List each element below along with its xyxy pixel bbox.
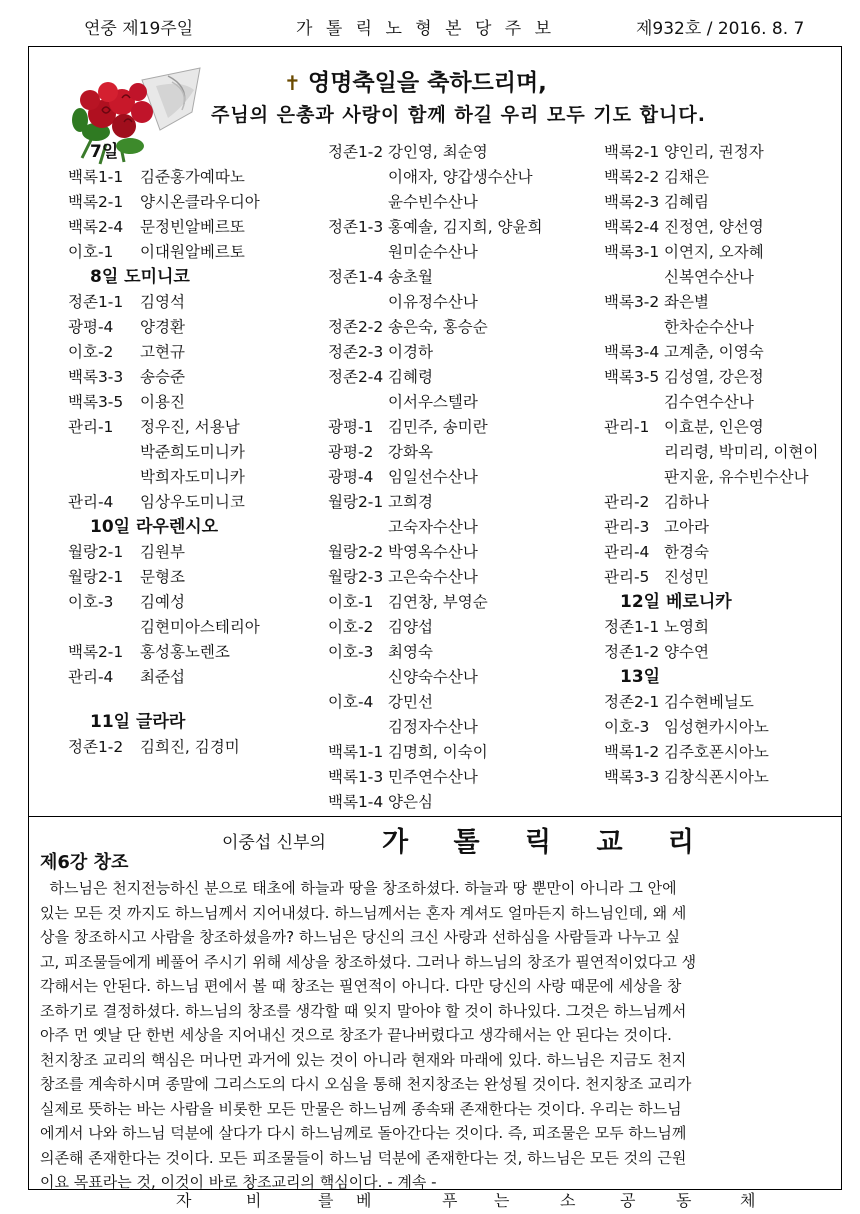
member-names: 양은심 xyxy=(388,793,433,811)
footer-char: 는 xyxy=(494,1191,510,1210)
member-names: 고숙자수산나 xyxy=(388,518,478,536)
member-names: 김연창, 부영순 xyxy=(388,593,488,611)
feast-entry xyxy=(68,365,260,390)
lecture-line: 이요 목표라는 것, 이것이 바로 창조교리의 핵심이다. - 계속 - xyxy=(40,1173,437,1191)
member-names: 정우진, 서용남 xyxy=(140,418,240,436)
feast-entry xyxy=(68,565,260,590)
member-names: 문형조 xyxy=(140,568,185,586)
district-code: 정존2-2 xyxy=(328,318,384,336)
district-code: 광평-4 xyxy=(68,318,114,336)
feast-entry xyxy=(604,565,818,590)
lecture-author: 이중섭 신부의 xyxy=(222,833,326,853)
district-code: 정존2-4 xyxy=(328,368,384,386)
lecture-line: 하느님은 천지전능하신 분으로 태초에 하늘과 땅을 창조하셨다. 하늘과 땅 뿐만이 아니라 그 안에 xyxy=(40,879,677,897)
lecture-line: 의존해 존재한다는 것이다. 모든 피조물들이 하느님 덕분에 존재한다는 것, 하느님은 모든 것의 근원 xyxy=(40,1148,687,1167)
district-code: 백록1-1 xyxy=(68,168,124,186)
district-code: 월랑2-1 xyxy=(68,568,124,586)
district-code: 백록3-2 xyxy=(604,293,660,311)
lecture-line: 에게서 나와 하느님 덕분에 살다가 다시 하느님께로 돌아간다는 것이다. 즉, 피조물은 모두 하느님께 xyxy=(40,1124,687,1142)
feast-entry xyxy=(604,315,818,340)
member-names: 김창식폰시아노 xyxy=(664,768,769,786)
feast-entry xyxy=(68,390,260,415)
lecture-line: 천지창조 교리의 핵심은 머나먼 과거에 있는 것이 아니라 현재와 마래에 있다. 하느님은 지금도 천지 xyxy=(40,1050,687,1069)
footer-char: 동 xyxy=(676,1191,692,1210)
member-names: 고계춘, 이영숙 xyxy=(664,343,764,361)
district-code: 백록3-5 xyxy=(604,368,660,386)
member-names: 김성열, 강은정 xyxy=(664,368,764,386)
feast-entry xyxy=(68,640,260,665)
feast-entry xyxy=(328,340,542,365)
lecture-line: 각해서는 안된다. 하느님 편에서 볼 때 창조는 필연적이 아니다. 다만 당신의 사랑 때문에 세상을 창 xyxy=(40,977,682,995)
lecture-line: 실제로 뜻하는 바는 사람을 비롯한 모든 만물은 하느님께 종속돼 존재한다는 것이다. 우리는 하느님 xyxy=(40,1099,682,1118)
footer-motto xyxy=(0,1188,860,1210)
member-names: 원미순수산나 xyxy=(388,243,478,261)
member-names: 양경환 xyxy=(140,318,185,336)
member-names: 고은숙수산나 xyxy=(388,568,478,586)
feast-entry xyxy=(604,615,818,640)
feast-entry xyxy=(328,140,542,165)
footer-char: 공 xyxy=(620,1191,636,1210)
member-names: 김영석 xyxy=(140,293,185,311)
member-names: 한차순수산나 xyxy=(664,318,754,336)
feast-entry xyxy=(604,165,818,190)
district-code: 정존1-4 xyxy=(328,268,384,286)
district-code: 정존2-1 xyxy=(604,693,660,711)
member-names: 진정연, 양선영 xyxy=(664,218,764,236)
feast-entry xyxy=(68,340,260,365)
district-code: 정존1-2 xyxy=(68,738,124,756)
district-code: 관리-3 xyxy=(604,518,650,536)
member-names: 양인리, 권정자 xyxy=(664,143,764,161)
member-names: 문정빈알베르또 xyxy=(140,218,245,236)
member-names: 김수연수산나 xyxy=(664,393,754,411)
member-names: 김희진, 김경미 xyxy=(140,738,240,756)
district-code: 관리-4 xyxy=(604,543,650,561)
member-names: 임일선수산나 xyxy=(388,468,478,486)
district-code: 월랑2-3 xyxy=(328,568,384,586)
feast-entry xyxy=(68,540,260,565)
member-names: 진성민 xyxy=(664,568,709,586)
member-names: 이대원알베르토 xyxy=(140,243,245,261)
feast-entry xyxy=(604,340,818,365)
feast-entry xyxy=(604,465,818,490)
member-names: 윤수빈수산나 xyxy=(388,193,478,211)
lecture-line: 있는 모든 것 까지도 하느님께서 지어내셨다. 하느님께서는 혼자 계셔도 얼마든지 하느님인데, 왜 세 xyxy=(40,903,687,922)
member-names: 판지윤, 유수빈수산나 xyxy=(664,468,809,486)
member-names: 이경하 xyxy=(388,343,433,361)
lecture-line: 아주 먼 옛날 단 한번 세상을 지어내신 것으로 창조가 끝나버렸다고 생각해서는 안 된다는 것이다. xyxy=(40,1026,672,1044)
member-names: 김혜령 xyxy=(388,368,433,386)
member-names: 양시온클라우디아 xyxy=(140,193,260,211)
section-divider xyxy=(28,816,842,817)
feast-entry xyxy=(604,290,818,315)
footer-char: 를 xyxy=(318,1191,334,1210)
district-code: 월랑2-1 xyxy=(328,493,384,511)
member-names: 이효분, 인은영 xyxy=(664,418,764,436)
feast-entry xyxy=(328,290,542,315)
feast-entry xyxy=(604,390,818,415)
district-code: 광평-2 xyxy=(328,443,374,461)
feast-entry xyxy=(68,190,260,215)
feast-entry xyxy=(604,415,818,440)
feast-entry xyxy=(68,440,260,465)
footer-char: 비 xyxy=(246,1191,262,1210)
footer-char: 소 xyxy=(560,1191,576,1210)
district-code: 백록1-3 xyxy=(328,768,384,786)
district-code: 정존1-3 xyxy=(328,218,384,236)
feast-entry xyxy=(328,715,542,740)
district-code: 백록1-1 xyxy=(328,743,384,761)
member-names: 강민선 xyxy=(388,693,433,711)
greeting-text-1: 영명축일을 축하드리며, xyxy=(308,70,547,96)
feast-entry xyxy=(604,690,818,715)
feast-entry xyxy=(328,490,542,515)
feast-entry xyxy=(68,735,260,760)
feast-entry xyxy=(68,290,260,315)
member-names: 이애자, 양갑생수산나 xyxy=(388,168,533,186)
member-names: 고아라 xyxy=(664,518,709,536)
lesson-title: 제6강 창조 xyxy=(40,852,129,873)
feast-entry xyxy=(68,615,260,640)
footer-char: 베 xyxy=(356,1191,372,1210)
member-names: 김채은 xyxy=(664,168,709,186)
district-code: 월랑2-2 xyxy=(328,543,384,561)
member-names: 김예성 xyxy=(140,593,185,611)
member-names: 김양섭 xyxy=(388,618,433,636)
feast-entry xyxy=(328,690,542,715)
district-code: 백록3-3 xyxy=(68,368,124,386)
member-names: 최준섭 xyxy=(140,668,185,686)
member-names: 신복연수산나 xyxy=(664,268,754,286)
feast-entry xyxy=(328,415,542,440)
member-names: 송초월 xyxy=(388,268,433,286)
member-names: 이유정수산나 xyxy=(388,293,478,311)
lecture-line: 고, 피조물들에게 베풀어 주시기 위해 세상을 창조하셨다. 그러나 하느님의 창조가 필연적이었다고 생 xyxy=(40,952,697,971)
feast-entry xyxy=(68,315,260,340)
member-names: 고희경 xyxy=(388,493,433,511)
member-names: 김명희, 이숙이 xyxy=(388,743,488,761)
feast-day-heading: 10일 라우렌시오 xyxy=(90,517,219,537)
feast-entry xyxy=(604,440,818,465)
district-code: 관리-2 xyxy=(604,493,650,511)
district-code: 이호-3 xyxy=(328,643,374,661)
feast-entry xyxy=(68,240,260,265)
feast-entry xyxy=(68,165,260,190)
district-code: 이호-2 xyxy=(68,343,114,361)
district-code: 정존1-2 xyxy=(604,643,660,661)
feast-entry xyxy=(604,140,818,165)
feast-entry xyxy=(328,640,542,665)
district-code: 이호-3 xyxy=(604,718,650,736)
feast-entry xyxy=(604,215,818,240)
district-code: 백록2-4 xyxy=(68,218,124,236)
district-code: 백록2-3 xyxy=(604,193,660,211)
district-code: 백록2-4 xyxy=(604,218,660,236)
district-code: 백록3-5 xyxy=(68,393,124,411)
district-code: 이호-4 xyxy=(328,693,374,711)
district-code: 정존2-3 xyxy=(328,343,384,361)
feast-entry xyxy=(328,215,542,240)
feast-entry xyxy=(604,240,818,265)
feast-entry xyxy=(328,790,542,815)
feast-entry xyxy=(328,565,542,590)
feast-day-heading: 13일 xyxy=(620,667,661,687)
member-names: 김민주, 송미란 xyxy=(388,418,488,436)
feast-entry xyxy=(328,540,542,565)
lecture-line: 상을 창조하시고 사람을 창조하셨을까? 하느님은 당신의 크신 사랑과 선하심을 사람들과 나누고 싶 xyxy=(40,928,681,946)
district-code: 관리-4 xyxy=(68,668,114,686)
feast-day-heading: 11일 글라라 xyxy=(90,712,186,732)
member-names: 민주연수산나 xyxy=(388,768,478,786)
district-code: 백록3-4 xyxy=(604,343,660,361)
greeting-line-1 xyxy=(284,64,547,97)
district-code: 관리-5 xyxy=(604,568,650,586)
lecture-header xyxy=(0,820,860,856)
feast-entry xyxy=(604,740,818,765)
bulletin-title: 가 톨 릭 노 형 본 당 주 보 xyxy=(296,19,556,39)
spacer xyxy=(68,690,260,710)
feast-column-3 xyxy=(604,140,818,790)
feast-entry xyxy=(328,590,542,615)
district-code: 백록2-1 xyxy=(68,643,124,661)
member-names: 박영옥수산나 xyxy=(388,543,478,561)
feast-entry xyxy=(328,365,542,390)
member-names: 김현미아스테리아 xyxy=(140,618,260,636)
feast-entry xyxy=(328,265,542,290)
feast-entry xyxy=(328,740,542,765)
member-names: 홍성홍노렌조 xyxy=(140,643,230,661)
member-names: 박희자도미니카 xyxy=(140,468,245,486)
feast-day-heading: 8일 도미니코 xyxy=(90,267,190,287)
lecture-title: 가 톨 릭 교 리 xyxy=(382,827,713,858)
feast-entry xyxy=(68,465,260,490)
footer-char: 자 xyxy=(176,1191,192,1210)
member-names: 강화옥 xyxy=(388,443,433,461)
district-code: 백록2-2 xyxy=(604,168,660,186)
district-code: 백록2-1 xyxy=(604,143,660,161)
district-code: 정존1-2 xyxy=(328,143,384,161)
feast-entry xyxy=(328,615,542,640)
lecture-line: 창조를 계속하시며 종말에 그리스도의 다시 오심을 통해 천지창조는 완성될 것이다. 천지창조 교리가 xyxy=(40,1075,692,1093)
district-code: 광평-1 xyxy=(328,418,374,436)
member-names: 김하나 xyxy=(664,493,709,511)
district-code: 관리-1 xyxy=(68,418,114,436)
member-names: 고현규 xyxy=(140,343,185,361)
district-code: 이호-2 xyxy=(328,618,374,636)
member-names: 노영희 xyxy=(664,618,709,636)
greeting-line-2: 주님의 은총과 사랑이 함께 하길 우리 모두 기도 합니다. xyxy=(211,104,706,126)
district-code: 월랑2-1 xyxy=(68,543,124,561)
feast-entry xyxy=(604,490,818,515)
district-code: 백록1-2 xyxy=(604,743,660,761)
member-names: 양수연 xyxy=(664,643,709,661)
feast-entry xyxy=(604,265,818,290)
feast-entry xyxy=(328,190,542,215)
feast-entry xyxy=(328,765,542,790)
member-names: 김준홍가예따노 xyxy=(140,168,245,186)
district-code: 정존1-1 xyxy=(68,293,124,311)
district-code: 백록3-3 xyxy=(604,768,660,786)
feast-entry xyxy=(328,315,542,340)
footer-char: 푸 xyxy=(442,1191,458,1210)
feast-entry xyxy=(604,365,818,390)
member-names: 송은숙, 홍승순 xyxy=(388,318,488,336)
district-code: 이호-1 xyxy=(68,243,114,261)
feast-entry xyxy=(604,540,818,565)
liturgical-week: 연중 제19주일 xyxy=(84,19,194,39)
lecture-body xyxy=(40,876,830,1195)
district-code: 백록1-4 xyxy=(328,793,384,811)
bulletin-header xyxy=(0,8,860,38)
member-names: 홍예솔, 김지희, 양윤희 xyxy=(388,218,543,236)
member-names: 이연지, 오자혜 xyxy=(664,243,764,261)
district-code: 광평-4 xyxy=(328,468,374,486)
member-names: 박준희도미니카 xyxy=(140,443,245,461)
feast-entry xyxy=(328,515,542,540)
feast-entry xyxy=(68,665,260,690)
issue-number-date: 제932호 / 2016. 8. 7 xyxy=(636,19,805,39)
feast-entry xyxy=(604,765,818,790)
feast-entry xyxy=(68,590,260,615)
district-code: 백록2-1 xyxy=(68,193,124,211)
district-code: 관리-1 xyxy=(604,418,650,436)
member-names: 한경숙 xyxy=(664,543,709,561)
member-names: 김주호폰시아노 xyxy=(664,743,769,761)
district-code: 이호-1 xyxy=(328,593,374,611)
feast-entry xyxy=(68,490,260,515)
feast-entry xyxy=(328,440,542,465)
member-names: 리리령, 박미리, 이현이 xyxy=(664,443,819,461)
district-code: 정존1-1 xyxy=(604,618,660,636)
member-names: 이용진 xyxy=(140,393,185,411)
feast-entry xyxy=(68,215,260,240)
member-names: 신양숙수산나 xyxy=(388,668,478,686)
footer-char: 체 xyxy=(740,1191,756,1210)
member-names: 송승준 xyxy=(140,368,185,386)
feast-entry xyxy=(328,165,542,190)
member-names: 김수현베닐도 xyxy=(664,693,754,711)
member-names: 임성현카시아노 xyxy=(664,718,769,736)
feast-entry xyxy=(604,190,818,215)
member-names: 최영숙 xyxy=(388,643,433,661)
feast-column-2 xyxy=(328,140,542,815)
district-code: 관리-4 xyxy=(68,493,114,511)
feast-entry xyxy=(328,240,542,265)
district-code: 백록3-1 xyxy=(604,243,660,261)
feast-entry xyxy=(328,465,542,490)
feast-entry xyxy=(328,390,542,415)
feast-entry xyxy=(604,715,818,740)
district-code: 이호-3 xyxy=(68,593,114,611)
member-names: 김정자수산나 xyxy=(388,718,478,736)
feast-entry xyxy=(68,415,260,440)
cross-icon: ✝ xyxy=(284,71,301,95)
member-names: 임상우도미니코 xyxy=(140,493,245,511)
feast-entry xyxy=(604,640,818,665)
member-names: 이서우스텔라 xyxy=(388,393,478,411)
lecture-line: 조하기로 결정하셨다. 하느님의 창조를 생각할 때 잊지 말아야 할 것이 하나있다. 그것은 하느님께서 xyxy=(40,1001,687,1020)
feast-entry xyxy=(604,515,818,540)
feast-day-heading: 12일 베로니카 xyxy=(620,592,732,612)
member-names: 강인영, 최순영 xyxy=(388,143,488,161)
feast-entry xyxy=(328,665,542,690)
member-names: 김원부 xyxy=(140,543,185,561)
member-names: 김혜림 xyxy=(664,193,709,211)
feast-day-heading: 7일 xyxy=(90,142,119,162)
member-names: 좌은별 xyxy=(664,293,709,311)
feast-column-1 xyxy=(68,140,260,760)
